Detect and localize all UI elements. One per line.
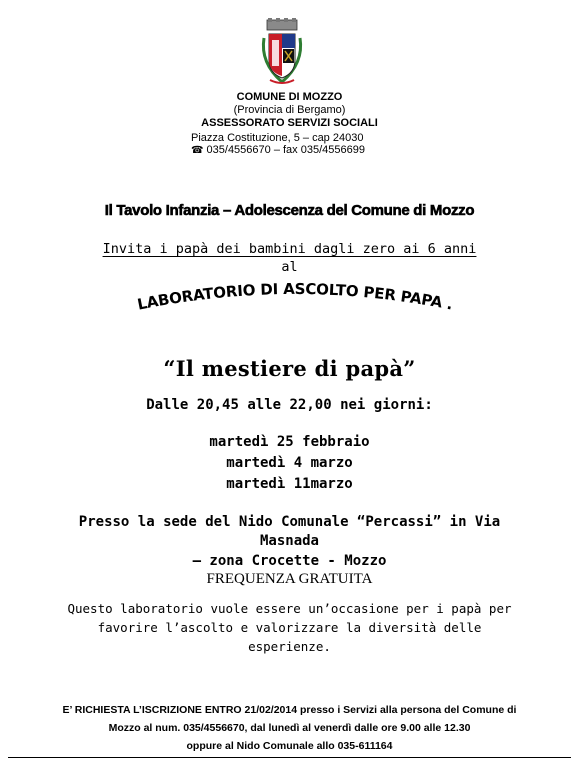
venue-line-1: Presso la sede del Nido Comunale “Percassi” in Via — [78, 514, 501, 530]
description-line: favorire l’ascolto e valorizzare la diversità delle — [97, 620, 482, 635]
phone-numbers: 035/4556670 – fax 035/4556699 — [206, 144, 365, 156]
date-item: martedì 4 marzo — [226, 455, 353, 471]
page-title: Il Tavolo Infanzia – Adolescenza del Comune di Mozzo — [104, 202, 475, 219]
venue-line-2: Masnada — [259, 533, 319, 549]
comune-name: COMUNE DI MOZZO — [236, 91, 343, 103]
venue-line-3: – zona Crocette - Mozzo — [192, 553, 387, 569]
workshop-subtitle: “Il mestiere di papà” — [163, 356, 416, 381]
date-item: martedì 25 febbraio — [209, 434, 370, 450]
assessorato: ASSESSORATO SERVIZI SOCIALI — [201, 117, 378, 129]
address: Piazza Costituzione, 5 – cap 24030 — [191, 132, 364, 144]
lab-title-banner — [100, 276, 490, 326]
invite-line: Invita i papà dei bambini dagli zero ai 6 anni — [102, 241, 477, 257]
phone-line — [191, 144, 365, 156]
date-item: martedì 11marzo — [226, 476, 353, 492]
description-line: esperienze. — [248, 639, 331, 654]
time-range: Dalle 20,45 alle 22,00 nei giorni: — [146, 397, 433, 413]
municipal-crest-icon — [258, 18, 306, 88]
description-line: Questo laboratorio vuole essere un’occasione per i papà per — [67, 601, 512, 616]
registration-line: oppure al Nido Comunale allo 035-611164 — [186, 740, 393, 752]
lab-title: LABORATORIO DI ASCOLTO PER PAPA . — [135, 279, 455, 314]
registration-line: Mozzo al num. 035/4556670, dal lunedì al venerdì dalle ore 9.00 alle 12.30 — [108, 722, 471, 734]
provincia: (Provincia di Bergamo) — [233, 104, 346, 116]
al-text: al — [281, 259, 298, 275]
telephone-icon: ☎ — [191, 145, 204, 156]
bottom-divider — [8, 757, 571, 758]
registration-line: E’ RICHIESTA L’ISCRIZIONE ENTRO 21/02/2014 presso i Servizi alla persona del Comune di — [62, 704, 517, 716]
free-attendance: FREQUENZA GRATUITA — [206, 571, 373, 587]
